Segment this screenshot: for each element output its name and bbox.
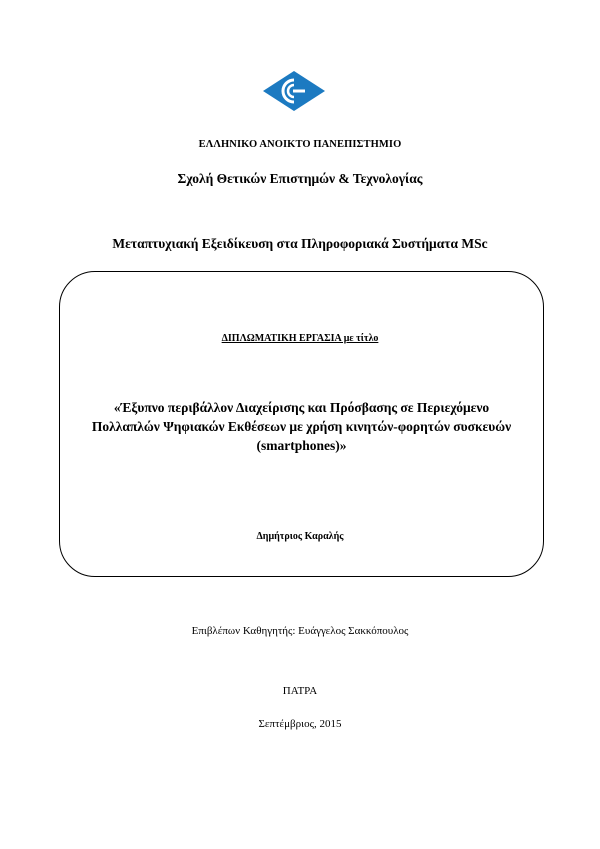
author-name: Δημήτριος Καραλής — [256, 531, 344, 542]
supervisor: Επιβλέπων Καθηγητής: Ευάγγελος Σακκόπουλος — [191, 625, 409, 637]
university-name: ΕΛΛΗΝΙΚΟ ΑΝΟΙΚΤΟ ΠΑΝΕΠΙΣΤΗΜΙΟ — [198, 139, 402, 150]
thesis-label: ΔΙΠΛΩΜΑΤΙΚΗ ΕΡΓΑΣΙΑ με τίτλο — [221, 333, 379, 344]
school-name: Σχολή Θετικών Επιστημών & Τεχνολογίας — [177, 171, 423, 186]
city: ΠΑΤΡΑ — [282, 685, 318, 697]
thesis-title — [70, 398, 533, 455]
thesis-title-line: (smartphones)» — [256, 438, 347, 453]
program-name: Μεταπτυχιακή Εξειδίκευση στα Πληροφοριακά Συστήματα MSc — [112, 236, 488, 251]
date: Σεπτέμβριος, 2015 — [258, 718, 342, 730]
thesis-title-line: «Έξυπνο περιβάλλον Διαχείρισης και Πρόσβασης σε Περιεχόμενο — [113, 400, 490, 415]
thesis-title-line: Πολλαπλών Ψηφιακών Εκθέσεων με χρήση κινητών-φορητών συσκευών — [91, 419, 512, 434]
university-logo-icon — [262, 70, 326, 112]
